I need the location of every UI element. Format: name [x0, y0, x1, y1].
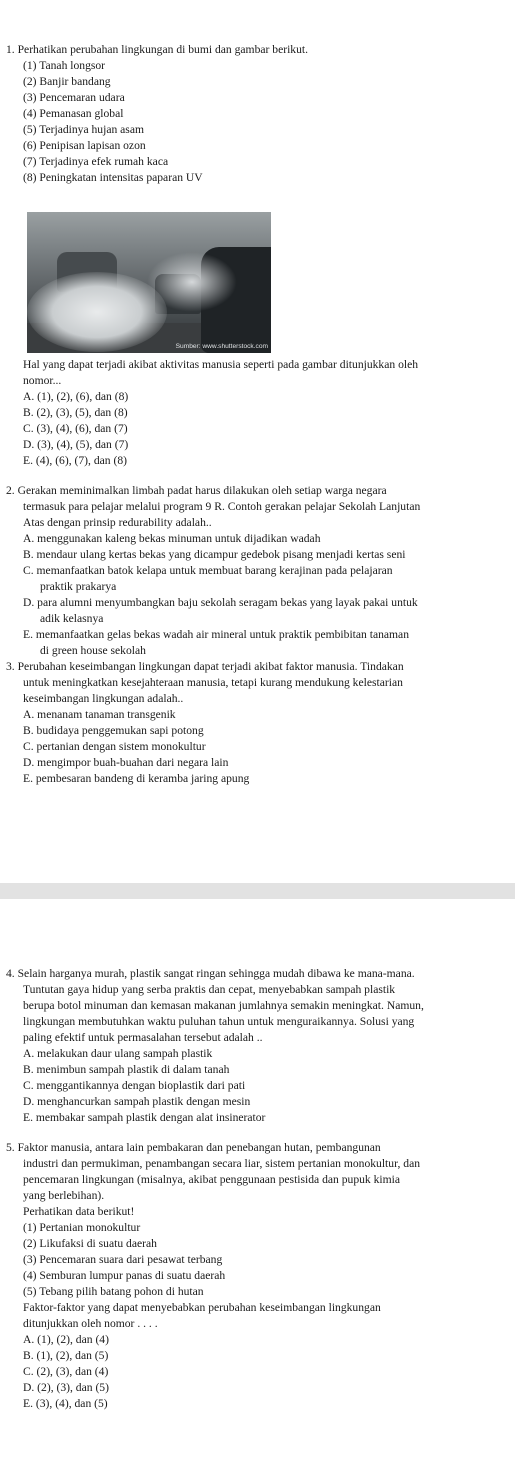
q3-text: keseimbangan lingkungan adalah.. [23, 692, 184, 705]
q3-option-d: D. mengimpor buah-buahan dari negara lain [23, 756, 229, 769]
q4-text: 4. Selain harganya murah, plastik sangat ringan sehingga mudah dibawa ke mana-mana. [6, 967, 415, 980]
image-source-caption: Sumber: www.shutterstock.com [175, 343, 268, 350]
q1-question: nomor... [23, 374, 62, 387]
q2-text: 2. Gerakan meminimalkan limbah padat harus dilakukan oleh setiap warga negara [6, 484, 387, 497]
q5-text: yang berlebihan). [23, 1189, 105, 1202]
q4-option-c: C. menggantikannya dengan bioplastik dari pati [23, 1079, 246, 1092]
q1-option-e: E. (4), (6), (7), dan (8) [23, 454, 127, 467]
q4-text: Tuntutan gaya hidup yang serba praktis dan cepat, menyebabkan sampah plastik [23, 983, 396, 996]
q2-option-a: A. menggunakan kaleng bekas minuman untuk dijadikan wadah [23, 532, 321, 545]
q3-option-b: B. budidaya penggemukan sapi potong [23, 724, 204, 737]
q3-text: untuk meningkatkan kesejahteraan manusia, tetapi kurang mendukung kelestarian [23, 676, 403, 689]
q1-item: (4) Pemanasan global [23, 107, 124, 120]
q1-intro: 1. Perhatikan perubahan lingkungan di bumi dan gambar berikut. [6, 43, 309, 56]
q5-text: 5. Faktor manusia, antara lain pembakaran dan penebangan hutan, pembangunan [6, 1141, 381, 1154]
q2-option-b: B. mendaur ulang kertas bekas yang dicampur gedebok pisang menjadi kertas seni [23, 548, 406, 561]
traffic-pollution-photo [27, 212, 271, 353]
q5-option-e: E. (3), (4), dan (5) [23, 1397, 108, 1410]
q4-option-a: A. melakukan daur ulang sampah plastik [23, 1047, 213, 1060]
q3-option-a: A. menanam tanaman transgenik [23, 708, 176, 721]
q2-option-d-cont: adik kelasnya [40, 612, 104, 625]
q2-text: termasuk para pelajar melalui program 9 R. Contoh gerakan pelajar Sekolah Lanjutan [23, 500, 421, 513]
q5-item: (5) Tebang pilih batang pohon di hutan [23, 1285, 204, 1298]
q1-item: (5) Terjadinya hujan asam [23, 123, 144, 136]
q4-text: lingkungan membutuhkan waktu puluhan tahun untuk menguraikannya. Solusi yang [23, 1015, 415, 1028]
q5-item: (3) Pencemaran suara dari pesawat terbang [23, 1253, 223, 1266]
q4-option-b: B. menimbun sampah plastik di dalam tanah [23, 1063, 230, 1076]
q5-option-c: C. (2), (3), dan (4) [23, 1365, 109, 1378]
q1-question: Hal yang dapat terjadi akibat aktivitas manusia seperti pada gambar ditunjukkan oleh [23, 358, 419, 371]
q5-text: Perhatikan data berikut! [23, 1205, 135, 1218]
q4-option-e: E. membakar sampah plastik dengan alat insinerator [23, 1111, 266, 1124]
q1-option-a: A. (1), (2), (6), dan (8) [23, 390, 129, 403]
q1-item: (3) Pencemaran udara [23, 91, 125, 104]
q3-option-c: C. pertanian dengan sistem monokultur [23, 740, 206, 753]
q2-option-e: E. memanfaatkan gelas bekas wadah air mineral untuk praktik pembibitan tanaman [23, 628, 409, 641]
q5-option-d: D. (2), (3), dan (5) [23, 1381, 109, 1394]
page-separator [0, 883, 515, 899]
q5-item: (2) Likufaksi di suatu daerah [23, 1237, 157, 1250]
q1-item: (7) Terjadinya efek rumah kaca [23, 155, 169, 168]
q5-option-b: B. (1), (2), dan (5) [23, 1349, 109, 1362]
q5-text: pencemaran lingkungan (misalnya, akibat penggunaan pestisida dan pupuk kimia [23, 1173, 401, 1186]
exhaust-smoke [27, 272, 167, 352]
q2-option-c: C. memanfaatkan batok kelapa untuk membuat barang kerajinan pada pelajaran [23, 564, 393, 577]
q5-option-a: A. (1), (2), dan (4) [23, 1333, 109, 1346]
q5-item: (1) Pertanian monokultur [23, 1221, 141, 1234]
q1-option-b: B. (2), (3), (5), dan (8) [23, 406, 128, 419]
q2-option-d: D. para alumni menyumbangkan baju sekolah seragam bekas yang layak pakai untuk [23, 596, 418, 609]
q1-option-c: C. (3), (4), (6), dan (7) [23, 422, 128, 435]
q4-text: berupa botol minuman dan kemasan makanan jumlahnya semakin meningkat. Namun, [23, 999, 424, 1012]
q5-text: industri dan permukiman, penambangan secara liar, sistem pertanian monokultur, dan [23, 1157, 421, 1170]
q1-item: (8) Peningkatan intensitas paparan UV [23, 171, 203, 184]
q4-option-d: D. menghancurkan sampah plastik dengan mesin [23, 1095, 251, 1108]
q1-option-d: D. (3), (4), (5), dan (7) [23, 438, 129, 451]
q1-item: (1) Tanah longsor [23, 59, 106, 72]
exhaust-smoke [147, 252, 237, 312]
q4-text: paling efektif untuk permasalahan tersebut adalah .. [23, 1031, 263, 1044]
q2-text: Atas dengan prinsip redurability adalah.. [23, 516, 212, 529]
q2-option-c-cont: praktik prakarya [40, 580, 117, 593]
q2-option-e-cont: di green house sekolah [40, 644, 146, 657]
q1-item: (2) Banjir bandang [23, 75, 111, 88]
q5-question: Faktor-faktor yang dapat menyebabkan perubahan keseimbangan lingkungan [23, 1301, 381, 1314]
q1-item: (6) Penipisan lapisan ozon [23, 139, 146, 152]
q5-question: ditunjukkan oleh nomor . . . . [23, 1317, 158, 1330]
q3-text: 3. Perubahan keseimbangan lingkungan dapat terjadi akibat faktor manusia. Tindakan [6, 660, 404, 673]
q5-item: (4) Semburan lumpur panas di suatu daerah [23, 1269, 226, 1282]
q3-option-e: E. pembesaran bandeng di keramba jaring apung [23, 772, 250, 785]
